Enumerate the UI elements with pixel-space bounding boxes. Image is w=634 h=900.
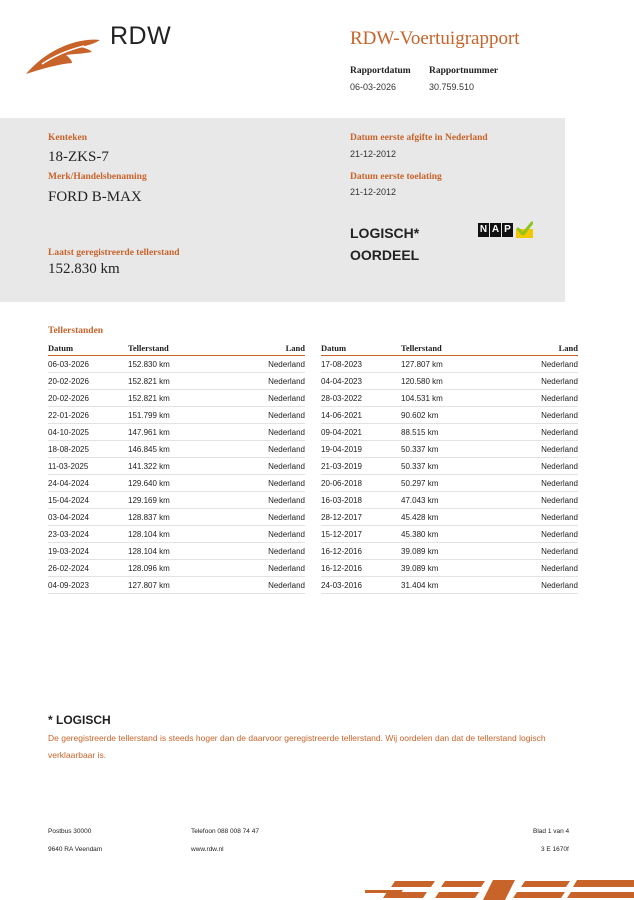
cell-reading: 151.799 km xyxy=(128,407,228,424)
odometer-table-left xyxy=(48,341,305,594)
table-row xyxy=(321,458,578,475)
cell-date: 19-03-2024 xyxy=(48,543,128,560)
cell-reading: 152.821 km xyxy=(128,373,228,390)
cell-date: 19-04-2019 xyxy=(321,441,401,458)
rdw-feather-logo-icon xyxy=(24,34,102,76)
cell-reading: 128.104 km xyxy=(128,526,228,543)
cell-country: Nederland xyxy=(501,543,578,560)
cell-date: 26-02-2024 xyxy=(48,560,128,577)
plate-value: 18-ZKS-7 xyxy=(48,149,109,165)
cell-country: Nederland xyxy=(501,424,578,441)
report-number-value: 30.759.510 xyxy=(429,82,475,92)
cell-reading: 45.428 km xyxy=(401,509,501,526)
cell-date: 14-06-2021 xyxy=(321,407,401,424)
report-title: RDW-Voertuigrapport xyxy=(350,28,520,49)
odometer-value: 152.830 km xyxy=(48,261,120,277)
cell-reading: 39.089 km xyxy=(401,543,501,560)
nap-badge xyxy=(478,221,533,238)
column-header-date: Datum xyxy=(48,341,128,356)
table-row xyxy=(321,492,578,509)
cell-country: Nederland xyxy=(228,509,305,526)
make-value: FORD B-MAX xyxy=(48,189,142,205)
cell-reading: 90.602 km xyxy=(401,407,501,424)
table-row xyxy=(321,373,578,390)
cell-reading: 120.580 km xyxy=(401,373,501,390)
odometer-table-right-body xyxy=(321,356,578,594)
table-row xyxy=(48,458,305,475)
table-row xyxy=(48,475,305,492)
cell-country: Nederland xyxy=(501,356,578,373)
cell-date: 24-04-2024 xyxy=(48,475,128,492)
nap-check-icon xyxy=(516,221,533,238)
cell-country: Nederland xyxy=(501,509,578,526)
odometer-table-right xyxy=(321,341,578,594)
report-number-label: Rapportnummer xyxy=(429,66,499,76)
cell-reading: 50.337 km xyxy=(401,441,501,458)
cell-reading: 152.821 km xyxy=(128,390,228,407)
cell-country: Nederland xyxy=(228,390,305,407)
report-date-value: 06-03-2026 xyxy=(350,82,397,92)
table-row xyxy=(48,424,305,441)
first-registration-nl-value: 21-12-2012 xyxy=(350,149,397,159)
cell-date: 15-12-2017 xyxy=(321,526,401,543)
table-row xyxy=(48,390,305,407)
cell-date: 18-08-2025 xyxy=(48,441,128,458)
cell-reading: 45.380 km xyxy=(401,526,501,543)
cell-date: 21-03-2019 xyxy=(321,458,401,475)
cell-country: Nederland xyxy=(501,441,578,458)
cell-country: Nederland xyxy=(228,526,305,543)
table-row xyxy=(321,356,578,373)
cell-date: 11-03-2025 xyxy=(48,458,128,475)
table-row xyxy=(48,356,305,373)
verdict-line-1: LOGISCH* xyxy=(350,225,420,241)
table-row xyxy=(321,543,578,560)
orange-stripes-decoration xyxy=(365,878,634,900)
cell-reading: 128.096 km xyxy=(128,560,228,577)
table-row xyxy=(321,390,578,407)
table-row xyxy=(48,560,305,577)
footer-po-box: Postbus 30000 xyxy=(48,828,92,835)
cell-date: 20-02-2026 xyxy=(48,390,128,407)
cell-date: 20-02-2026 xyxy=(48,373,128,390)
cell-reading: 147.961 km xyxy=(128,424,228,441)
cell-date: 16-03-2018 xyxy=(321,492,401,509)
table-row xyxy=(321,475,578,492)
cell-reading: 88.515 km xyxy=(401,424,501,441)
table-row xyxy=(48,577,305,594)
odometer-verdict xyxy=(350,222,419,266)
cell-reading: 129.640 km xyxy=(128,475,228,492)
table-row xyxy=(321,509,578,526)
table-row xyxy=(48,407,305,424)
cell-date: 24-03-2016 xyxy=(321,577,401,594)
table-row xyxy=(321,424,578,441)
verdict-line-2: OORDEEL xyxy=(350,247,420,263)
cell-country: Nederland xyxy=(501,458,578,475)
cell-country: Nederland xyxy=(228,543,305,560)
table-row xyxy=(48,543,305,560)
column-header-date: Datum xyxy=(321,341,401,356)
footer-postal-city: 9640 RA Veendam xyxy=(48,846,103,853)
cell-country: Nederland xyxy=(501,560,578,577)
table-row xyxy=(48,441,305,458)
cell-reading: 31.404 km xyxy=(401,577,501,594)
cell-country: Nederland xyxy=(228,373,305,390)
odometer-table-left-body xyxy=(48,356,305,594)
cell-reading: 128.837 km xyxy=(128,509,228,526)
nap-letter-p: P xyxy=(502,223,513,237)
plate-label: Kenteken xyxy=(48,133,88,143)
table-row xyxy=(321,441,578,458)
report-date-label: Rapportdatum xyxy=(350,66,411,76)
cell-reading: 50.297 km xyxy=(401,475,501,492)
cell-reading: 127.807 km xyxy=(128,577,228,594)
table-row xyxy=(48,509,305,526)
footnote-title: * LOGISCH xyxy=(48,713,111,727)
table-row xyxy=(321,526,578,543)
first-admission-value: 21-12-2012 xyxy=(350,187,397,197)
cell-country: Nederland xyxy=(501,577,578,594)
cell-reading: 141.322 km xyxy=(128,458,228,475)
first-registration-nl-label: Datum eerste afgifte in Nederland xyxy=(350,133,488,143)
table-row xyxy=(48,492,305,509)
footer-website: www.rdw.nl xyxy=(191,846,224,853)
cell-reading: 47.043 km xyxy=(401,492,501,509)
odometer-label: Laatst geregistreerde tellerstand xyxy=(48,248,180,258)
nap-letter-a: A xyxy=(491,223,500,235)
nap-letter-n: N xyxy=(479,223,488,235)
cell-date: 04-10-2025 xyxy=(48,424,128,441)
table-row xyxy=(321,407,578,424)
cell-date: 04-09-2023 xyxy=(48,577,128,594)
cell-country: Nederland xyxy=(228,577,305,594)
cell-date: 04-04-2023 xyxy=(321,373,401,390)
table-header-row xyxy=(48,341,305,356)
cell-date: 20-06-2018 xyxy=(321,475,401,492)
cell-country: Nederland xyxy=(501,475,578,492)
cell-reading: 128.104 km xyxy=(128,543,228,560)
column-header-reading: Tellerstand xyxy=(128,341,228,356)
odometer-table-title: Tellerstanden xyxy=(48,326,104,336)
cell-reading: 129.169 km xyxy=(128,492,228,509)
footer-page-number: Blad 1 van 4 xyxy=(533,828,570,835)
footer-document-code: 3 E 1670f xyxy=(541,846,569,853)
cell-country: Nederland xyxy=(228,441,305,458)
cell-date: 28-12-2017 xyxy=(321,509,401,526)
cell-country: Nederland xyxy=(501,492,578,509)
cell-date: 06-03-2026 xyxy=(48,356,128,373)
table-row xyxy=(48,373,305,390)
cell-date: 09-04-2021 xyxy=(321,424,401,441)
table-row xyxy=(321,577,578,594)
table-header-row xyxy=(321,341,578,356)
cell-country: Nederland xyxy=(228,356,305,373)
make-label: Merk/Handelsbenaming xyxy=(48,172,147,182)
cell-reading: 104.531 km xyxy=(401,390,501,407)
cell-date: 16-12-2016 xyxy=(321,543,401,560)
cell-date: 16-12-2016 xyxy=(321,560,401,577)
cell-country: Nederland xyxy=(228,475,305,492)
cell-reading: 146.845 km xyxy=(128,441,228,458)
column-header-country: Land xyxy=(501,341,578,356)
footer-phone: Telefoon 088 008 74 47 xyxy=(191,828,259,835)
footnote-text: De geregistreerde tellerstand is steeds hoger dan de daarvoor geregistreerde tellerstand. Wij oordelen dan dat de tellerstand logisch verklaarbaar is. xyxy=(48,733,546,760)
column-header-reading: Tellerstand xyxy=(401,341,501,356)
cell-reading: 127.807 km xyxy=(401,356,501,373)
cell-date: 23-03-2024 xyxy=(48,526,128,543)
cell-country: Nederland xyxy=(501,390,578,407)
cell-country: Nederland xyxy=(501,407,578,424)
table-row xyxy=(48,526,305,543)
cell-country: Nederland xyxy=(228,492,305,509)
cell-country: Nederland xyxy=(228,560,305,577)
cell-country: Nederland xyxy=(228,407,305,424)
cell-country: Nederland xyxy=(501,526,578,543)
cell-reading: 152.830 km xyxy=(128,356,228,373)
cell-date: 15-04-2024 xyxy=(48,492,128,509)
cell-date: 03-04-2024 xyxy=(48,509,128,526)
cell-date: 28-03-2022 xyxy=(321,390,401,407)
column-header-country: Land xyxy=(228,341,305,356)
cell-date: 17-08-2023 xyxy=(321,356,401,373)
cell-reading: 39.089 km xyxy=(401,560,501,577)
cell-reading: 50.337 km xyxy=(401,458,501,475)
rdw-logo-text: RDW xyxy=(110,22,172,50)
cell-country: Nederland xyxy=(228,458,305,475)
cell-country: Nederland xyxy=(501,373,578,390)
cell-date: 22-01-2026 xyxy=(48,407,128,424)
first-admission-label: Datum eerste toelating xyxy=(350,172,442,182)
table-row xyxy=(321,560,578,577)
cell-country: Nederland xyxy=(228,424,305,441)
